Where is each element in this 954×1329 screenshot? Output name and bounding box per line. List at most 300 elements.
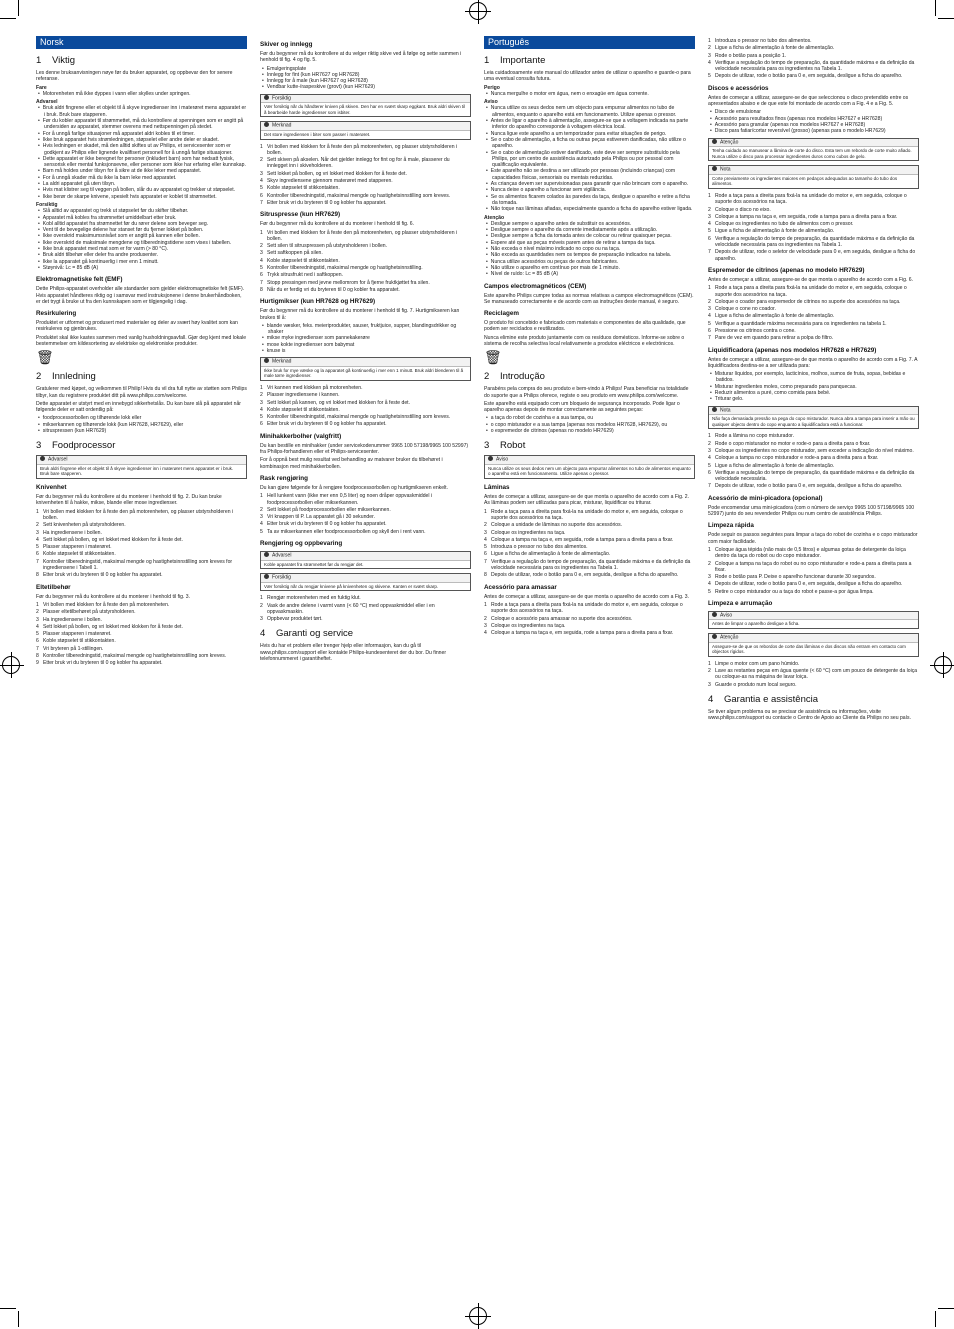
step-number: 5 — [36, 631, 39, 638]
step-number: 5 — [484, 544, 487, 551]
warning-icon — [712, 612, 717, 617]
subsection-title: Limpeza rápida — [708, 522, 754, 530]
step-text: Vri knappen til P. La apparatet gå i 30 sekunder. — [267, 514, 375, 521]
bullet-list — [36, 105, 247, 199]
step-number: 4 — [36, 623, 39, 630]
step-item — [260, 400, 471, 406]
step-number: 2 — [36, 522, 39, 529]
step-text: Sett knivenheten på utstyrsholderen. — [43, 522, 126, 529]
step-item — [36, 572, 247, 578]
step-text: Rode a lâmina no copo misturador. — [715, 433, 794, 440]
step-text: Vri bollen med klokken for å feste den på motorenheten, og plasser utstyrsholderen i bollen. — [43, 508, 234, 521]
step-item — [708, 53, 919, 59]
step-number: 5 — [708, 588, 711, 595]
list-item: • Acessório para resultados finos (apenas nos modelos HR7627 e HR7628) — [716, 116, 919, 122]
step-text: Koble støpselet til stikkontakten. — [267, 406, 340, 413]
list-item: • Ikke bruk apparatet hvis strømledningen, støpselet eller andre deler er skadet. — [44, 137, 247, 143]
step-text: Etter bruk vri du bryteren til 0 og kobler fra apparatet. — [43, 660, 163, 667]
step-text: Kontroller tilberedningstid, maksimal mengde og hastighetsinnstilling som kreves. — [267, 192, 451, 199]
label-heading: Aviso — [484, 99, 498, 106]
registration-mark-right — [934, 656, 952, 674]
step-item — [484, 572, 695, 578]
subsection-title: Hurtigmikser (kun HR7628 og HR7629) — [260, 298, 376, 306]
step-item — [36, 609, 247, 615]
subsection-title: Acessório para amassar — [484, 583, 557, 591]
list-item: • Barn må holdes under tilsyn for å sikre at de ikke leker med apparatet. — [44, 168, 247, 174]
step-number: 4 — [260, 521, 263, 528]
step-item — [708, 38, 919, 44]
step-item — [708, 60, 919, 73]
step-text: Rode a taça para a direita para fixá-la na unidade do motor e, em seguida, coloque o suporte dos acessórios na taça. — [715, 192, 907, 206]
notice-box — [260, 573, 471, 591]
list-item: • Nunca deixe o aparelho a funcionar sem vigilância. — [492, 187, 695, 193]
step-item — [708, 547, 919, 560]
step-item — [708, 682, 919, 688]
notice-title: Merknad — [272, 122, 292, 129]
step-item — [260, 185, 471, 191]
subsection-title: Limpeza e arrumação — [708, 599, 773, 607]
notice-body: Corte previamente os ingredientes maiores em pedaços adequados ao tamanho do tubo dos alimentos. — [712, 175, 898, 187]
section-heading — [484, 440, 695, 452]
section-number: 4 — [260, 628, 266, 640]
step-number: 5 — [708, 228, 711, 235]
step-text: Vri bollen med klokken for å feste den på motorenheten, og plasser utstyrsholderen i bollen. — [267, 229, 458, 242]
step-text: Plasser ingrediensene i kannen. — [267, 392, 340, 399]
step-text: Ligue a ficha de alimentação à fonte de alimentação. — [715, 313, 835, 320]
section-title: Importante — [500, 55, 546, 66]
crop-mark — [18, 0, 19, 16]
list-item: • Espere até que as peças móveis parem antes de retirar a tampa da taça. — [492, 240, 695, 246]
list-item: • La aldri apparatet gå uten tilsyn. — [44, 181, 247, 187]
list-item: • sitruspressen (kun HR7629) — [44, 428, 247, 434]
recycle-bin-icon: 🗑 — [484, 349, 502, 366]
step-item — [260, 514, 471, 520]
step-item — [36, 522, 247, 528]
step-text: Verifique a regulação do tempo de preparação, da quantidade máxima e da definição da velocidade necessária. — [715, 469, 915, 483]
warning-icon — [712, 139, 717, 144]
notice-title: Forsiktig — [272, 574, 291, 581]
step-text: Plasser eltetilbehøret på utstyrsholderen. — [43, 609, 136, 616]
step-number: 3 — [36, 529, 39, 536]
step-item — [708, 463, 919, 469]
step-text: Rengjør motorenheten med en fuktig klut. — [267, 595, 361, 602]
list-item: • Desligue sempre a ficha da tomada antes de colocar ou retirar quaisquer peças. — [492, 233, 695, 239]
list-item: • Hvis mat klistrer seg til veggen på bollen, slår du av apparatet og trekker ut støpselet. — [44, 187, 247, 193]
step-text: Coloque o disco no eixo. — [715, 206, 771, 213]
step-item — [708, 668, 919, 681]
paragraph: Du kan gjøre følgende for å rengjøre foodprocessorbollen og hurtigmikseren enkelt. — [260, 484, 449, 491]
step-item — [260, 178, 471, 184]
list-item: • Ikke overskrid maksimumsnivået som er angitt på kannen eller bollen. — [44, 233, 247, 239]
step-number: 3 — [260, 170, 263, 177]
step-number: 3 — [260, 616, 263, 623]
step-text: Rode o botão para a posição 1. — [715, 52, 787, 59]
step-text: Pare de vez em quando para retirar a polpa do filtro. — [715, 335, 834, 342]
step-item — [708, 236, 919, 249]
paragraph: Dette apparatet er utstyrt med en innebygd sikkerhetslås. Du kan bare slå på apparatet når følgende deler er satt ordentlig på: — [36, 400, 241, 414]
step-text: Ligue a ficha de alimentação à fonte de alimentação. — [715, 45, 835, 52]
step-number: 1 — [260, 384, 263, 391]
paragraph: Les denne bruksanvisningen nøye før du bruker apparatet, og oppbevar den for senere referanse. — [36, 70, 233, 83]
list-item: • a taça do robot de cozinha e a sua tampa, ou — [492, 415, 695, 421]
list-item: • Não exceda o nível máximo indicado no copo ou na taça. — [492, 246, 695, 252]
step-list — [708, 38, 919, 80]
list-item: • Antes de ligar o aparelho à alimentação, assegure-se que a voltagem indicada na parte inferior do aparelho corresponde à voltagem eléctrica local. — [492, 118, 695, 131]
step-item — [484, 559, 695, 572]
step-text: Coloque os ingredientes no copo misturador, sem exceder a indicação do nível máximo. — [715, 447, 914, 454]
step-number: 1 — [708, 433, 711, 440]
paragraph: Leia cuidadosamente este manual do utilizador antes de utilizar o aparelho e guarde-o para uma eventual consulta futura. — [484, 70, 691, 83]
list-item: • knuse is — [268, 348, 471, 354]
step-text: Skyv ingrediensene gjennom materøret med stapperen. — [267, 178, 393, 185]
step-list — [484, 602, 695, 636]
subsection-title: Liquidificadora (apenas nos modelos HR7628 e HR7629) — [708, 346, 877, 354]
notice-box — [260, 121, 471, 139]
step-text: Koble støpselet til stikkontakten. — [43, 638, 116, 645]
step-item — [708, 661, 919, 667]
step-item — [708, 581, 919, 587]
warning-icon — [488, 456, 493, 461]
notice-box — [36, 455, 247, 479]
paragraph: Før du begynner må du kontrollere at du monterer i henhold til fig. 2. Du kan bruke knivenheten til å hakke, mikse, blande eller mose ingredienser. — [36, 494, 222, 507]
paragraph: Se tiver algum problema ou se precisar de assistência ou informações, visite www.philips.com/support ou contacte o Centro de Apoio ao Cliente da Philips no seu país. — [708, 708, 912, 722]
subsection-title: Espremedor de citrinos (apenas no modelo HR7629) — [708, 266, 865, 274]
step-item — [484, 616, 695, 622]
list-item: • Se o cabo de alimentação estiver danificado, este deve ser sempre substituído pela Philips, por um centro de assistência autorizado pela Philips ou por pessoal com qualificação equivalente. — [492, 150, 695, 169]
step-text: Verifique a regulação do tempo de preparação, da quantidade máxima e da definição da velocidade necessária para os ingredientes na Tabela 1. — [491, 558, 691, 572]
step-text: Coloque a tampa na taça e, em seguida, rode a tampa para a direita para a fixar. — [491, 630, 674, 637]
step-list — [36, 602, 247, 667]
step-text: Etter bruk vri du bryteren til 0 og kobler fra apparatet. — [267, 521, 387, 528]
step-item — [708, 299, 919, 305]
step-item — [260, 407, 471, 413]
crop-mark — [935, 1311, 936, 1327]
section-heading — [484, 55, 695, 67]
crop-mark — [938, 1308, 954, 1309]
paragraph: Før du begynner må du kontrollere at du monterer i henhold til fig. 7. Hurtigmikseren kan brukes til å: — [260, 308, 460, 321]
step-text: Rode a taça para a direita para fixá-la na unidade do motor e, em seguida, coloque o suporte dos acessórios na taça. — [715, 285, 907, 298]
notice-title: Aviso — [496, 456, 509, 463]
label-heading: Advarsel — [36, 99, 58, 106]
step-number: 3 — [36, 616, 39, 623]
step-number: 1 — [708, 546, 711, 553]
notice-body: Vær forsiktig når du rengjør knivene på knivenheten og skivene. Kanten er svært skarp. — [264, 583, 439, 589]
step-text: Ligue a ficha de alimentação à fonte de alimentação. — [715, 462, 835, 469]
step-number: 6 — [260, 421, 263, 428]
step-item — [484, 551, 695, 557]
section-heading — [708, 694, 919, 706]
step-item — [484, 623, 695, 629]
step-number: 2 — [708, 45, 711, 52]
step-number: 1 — [708, 660, 711, 667]
step-item — [260, 421, 471, 427]
step-text: Koble støpselet til stikkontakten. — [267, 185, 340, 192]
step-text: Når du er ferdig vri du bryteren til 0 og kobler fra apparatet. — [267, 286, 400, 293]
warning-icon — [264, 574, 269, 579]
section-heading — [36, 440, 247, 452]
step-item — [260, 529, 471, 535]
step-list — [260, 595, 471, 622]
subsection-title: Discos e acessórios — [708, 84, 769, 92]
notice-title: Nota — [720, 407, 731, 414]
notice-title: Aviso — [720, 612, 733, 619]
notice-box — [260, 357, 471, 381]
step-item — [260, 280, 471, 286]
step-number: 7 — [260, 279, 263, 286]
step-item — [260, 243, 471, 249]
list-item: • Acessório para granular (apenas nos modelos HR7627 e HR7628) — [716, 122, 919, 128]
step-text: Kontroller tilberedningstid, maksimal mengde og hastighetsinnstilling. — [267, 265, 423, 272]
list-item: • Slå alltid av apparatet og trekk ut støpselet før du skifter tilbehør. — [44, 208, 247, 214]
step-text: Sett saftkoppen på silen. — [267, 250, 323, 257]
step-number: 3 — [484, 529, 487, 536]
step-text: Kontroller tilberedningstid, maksimal mengde og hastighetsinnstilling som kreves. — [267, 414, 451, 421]
subsection-title: Lâminas — [484, 484, 510, 492]
notice-body: Bruk aldri fingrene eller et objekt til å skyve ingredienser inn i materøret mens apparatet er i bruk. Bruk bare stapperen. — [40, 465, 234, 477]
step-list — [260, 144, 471, 207]
step-list — [36, 509, 247, 579]
step-list — [708, 433, 919, 489]
list-item: • Ikke bruk apparatet med mat som er for varm (> 80 °C). — [44, 246, 247, 252]
subsection-title: Reciclagem — [484, 310, 520, 318]
step-number: 6 — [708, 469, 711, 476]
crop-mark — [0, 1308, 16, 1309]
section-number: 3 — [484, 440, 490, 452]
notice-header — [261, 552, 470, 561]
step-text: Pressione os citrinos contra o cone. — [715, 327, 796, 334]
step-text: Lave as restantes peças em água quente (< 60 °C) com um pouco de detergente da loiça ou coloque-as na máquina de lavar loiça. — [715, 668, 918, 681]
paragraph: Parabéns pela compra do seu produto e bem-vindo à Philips! Para beneficiar na totalidade do suporte que a Philips oferece, registe o seu produto em www.philips.com/welcome. — [484, 386, 689, 399]
list-item: • Emulgeringsplate — [268, 66, 471, 72]
step-item — [36, 559, 247, 572]
notice-header — [485, 456, 694, 465]
step-text: Coloque a tampa na taça do robot ou no copo misturador e rode-a para a direita para a fixar. — [715, 560, 912, 573]
notice-box — [260, 551, 471, 569]
notice-body: Nunca utilize os seus dedos nem um objecto para empurrar alimentos no tubo de alimentos enquanto o aparelho está em funcionamento. Utilize apenas o pressor. — [488, 465, 691, 477]
step-item — [708, 73, 919, 79]
notice-header — [709, 634, 918, 643]
step-item — [260, 616, 471, 622]
step-number: 2 — [260, 243, 263, 250]
section-title: Garanti og service — [276, 628, 354, 640]
list-item: • Motorenheten må ikke dyppes i vann eller skylles under springen. — [44, 91, 247, 97]
step-text: Introduza o pressor no tubo dos alimentos. — [715, 38, 812, 44]
list-item: • blande væsker, feks. meieriprodukter, sauser, fruktjuice, supper, blandingsdrikker og shaker — [268, 323, 471, 336]
registration-mark-left — [2, 656, 20, 674]
step-text: Coloque os ingredientes na taça. — [491, 622, 566, 629]
step-number: 6 — [484, 551, 487, 558]
step-text: Rode a taça para a direita para fixá-la na unidade do motor e, em seguida, coloque o suporte dos acessórios na taça. — [491, 601, 683, 615]
notice-title: Atenção — [720, 139, 739, 146]
list-item: • Misturar líquidos, por exemplo, lacticínios, molhos, sumos de fruta, sopas, bebidas e batidos. — [716, 371, 919, 384]
list-item: • For å unngå skader må du ikke la barn leke med apparatet. — [44, 175, 247, 181]
step-number: 8 — [36, 572, 39, 579]
step-list — [260, 385, 471, 428]
warning-icon — [40, 456, 45, 461]
step-number: 5 — [708, 73, 711, 80]
label-heading: Atenção — [484, 214, 505, 221]
column-norsk-1 — [36, 36, 247, 1303]
step-number: 1 — [36, 508, 39, 515]
step-item — [708, 228, 919, 234]
step-text: Ha ingrediensene i bollen. — [43, 529, 102, 536]
paragraph: Antes de começar a utilizar, assegure-se de que monta o aparelho de acordo com a Fig. 6. — [708, 276, 913, 283]
step-text: Depois de utilizar, rode o botão para 0 e, em seguida, desligue a ficha do aparelho. — [715, 581, 903, 588]
step-text: Coloque a tampa na taça e, em seguida, rode a tampa para a direita para a fixar. — [715, 213, 898, 220]
step-text: Kontroller tilberedningstid, maksimal mengde og hastighetsinnstilling som kreves. — [43, 652, 227, 659]
warning-icon — [264, 358, 269, 363]
step-text: Koble støpselet til stikkontakten. — [43, 551, 116, 558]
step-text: Limpe o motor com um pano húmido. — [715, 660, 800, 667]
paragraph: Este aparelho Philips cumpre todas as normas relativas a campos electromagnéticos (CEM). Se manuseado correctamente e de acordo com as instruções deste manual, é seguro. — [484, 292, 694, 305]
step-number: 6 — [708, 235, 711, 242]
notice-title: Atenção — [720, 634, 739, 641]
notice-box — [708, 611, 919, 629]
step-number: 7 — [708, 335, 711, 342]
step-item — [484, 537, 695, 543]
step-item — [484, 522, 695, 528]
step-number: 3 — [260, 250, 263, 257]
step-number: 1 — [260, 595, 263, 602]
step-item — [260, 258, 471, 264]
notice-header — [37, 456, 246, 465]
step-item — [484, 509, 695, 522]
section-number: 1 — [36, 55, 42, 66]
section-title: Innledning — [52, 371, 96, 383]
step-text: Depois de utilizar, rode o botão para 0 e, em seguida, desligue a ficha do aparelho. — [715, 73, 903, 80]
step-item — [260, 507, 471, 513]
notice-title: Forsiktig — [272, 95, 291, 102]
step-number: 2 — [484, 522, 487, 529]
step-item — [36, 551, 247, 557]
notice-header — [709, 166, 918, 175]
step-item — [260, 521, 471, 527]
step-item — [36, 638, 247, 644]
bullet-list — [708, 371, 919, 402]
step-item — [708, 335, 919, 341]
step-number: 5 — [36, 544, 39, 551]
notice-box — [708, 406, 919, 430]
list-item: • Bruk aldri tilbehør eller deler fra andre produsenter. — [44, 252, 247, 258]
step-text: Verifique a regulação do tempo de preparação, da quantidade máxima e da definição da velocidade necessária para os ingredientes na Tabela 1. — [715, 235, 915, 249]
section-title: Viktig — [52, 55, 76, 66]
step-list — [708, 193, 919, 262]
step-number: 1 — [36, 601, 39, 608]
step-text: Sett lokket på bollen, og vri lokket med klokken for å feste det. — [43, 536, 183, 543]
step-item — [708, 214, 919, 220]
section-heading — [36, 371, 247, 383]
step-text: Coloque o coador para espremedor de citrinos no suporte dos acessórios na taça. — [715, 298, 901, 305]
step-item — [260, 392, 471, 398]
section-number: 3 — [36, 440, 42, 452]
step-text: Sett lokket på kannen, og vri lokket med klokken for å feste det. — [267, 399, 410, 406]
notice-body: Vær forsiktig når du håndterer kniven på skiven. Den har en svært skarp eggkant. Bruk aldri skiven til å bearbeide harde ingredienser som isbiter. — [264, 104, 466, 115]
step-text: Kontroller tilberedningstid, maksimal mengde og hastighetsinnstilling som kreves for ingrediensene i Tabell 1. — [43, 558, 233, 572]
notice-header — [261, 358, 470, 367]
step-text: Coloque a unidade de lâminas no suporte dos acessórios. — [491, 522, 623, 529]
list-item: • For å unngå farlige situasjoner må apparatet aldri kobles til et timer. — [44, 131, 247, 137]
step-text: Etter bruk vri du bryteren til 0 og kobler fra apparatet. — [43, 572, 163, 579]
subsection-title: Minihakkerbolher (valgfritt) — [260, 432, 342, 440]
list-item: • Dette apparatet er ikke beregnet for personer (inkludert barn) som har nedsatt fysisk, sensorisk eller mental funksjonsevne, eller personer som ikke har erfaring eller kunnskap. — [44, 156, 247, 169]
step-text: Koble støpselet til stikkontakten. — [267, 257, 340, 264]
step-item — [708, 285, 919, 298]
column-portugues-1 — [484, 36, 695, 1303]
step-number: 2 — [484, 615, 487, 622]
step-text: Sett lokket på bollen, og vri lokket med klokken for å feste det. — [43, 623, 183, 630]
step-number: 1 — [484, 508, 487, 515]
step-text: Ligue a ficha de alimentação à fonte de alimentação. — [491, 551, 611, 558]
step-text: Ligue a ficha de alimentação à fonte de alimentação. — [715, 228, 835, 235]
step-text: Rode o copo misturador no motor e rode-o para a direita para o fixar. — [715, 440, 871, 447]
step-text: Depois de utilizar, rode o botão para 0 e, em seguida, desligue a ficha do aparelho. — [491, 572, 679, 579]
step-number: 8 — [484, 572, 487, 579]
step-text: Coloque os ingredientes na taça. — [491, 529, 566, 536]
step-item — [36, 602, 247, 608]
list-item: • Før du kobler apparatet til strømmettet, må du kontrollere at spenningen som er angitt på undersiden av apparatet, stemmer overens med nettspenningen på stedet. — [44, 118, 247, 131]
step-item — [36, 631, 247, 637]
step-text: Vask de andre delene i varmt vann (< 60 °C) med oppvaskmiddel eller i en oppvaskmaskin. — [267, 602, 435, 615]
section-title: Robot — [500, 440, 526, 452]
step-number: 6 — [708, 327, 711, 334]
list-item: • Ikke overskrid de maksimale mengdene og tilberedningstidene som vises i tabellen. — [44, 240, 247, 246]
step-text: Vri bryteren på 1-stillingen. — [43, 645, 104, 652]
step-number: 1 — [708, 285, 711, 292]
step-number: 7 — [36, 645, 39, 652]
bullet-list — [484, 105, 695, 212]
warning-icon — [264, 122, 269, 127]
step-text: Sett lokket på bollen, og vri lokket med klokken for å feste det. — [267, 170, 407, 177]
step-text: Coloque a tampa no copo misturador e rode-a para a direita para a fixar. — [715, 455, 879, 462]
step-number: 1 — [260, 493, 263, 500]
paragraph: Este aparelho está equipado com um bloqueio de segurança incorporado. Pode ligar o aparelho apenas depois de montar correctamente as seguintes peças: — [484, 400, 680, 414]
notice-header — [261, 574, 470, 583]
step-item — [708, 45, 919, 51]
step-item — [484, 630, 695, 636]
step-item — [484, 602, 695, 615]
step-number: 7 — [708, 483, 711, 490]
list-item: • Se o cabo de alimentação, a ficha ou outras peças estiverem danificadas, não utilize o aparelho. — [492, 137, 695, 150]
list-item: • Ikke berør de skarpe knivene, spesielt hvis apparatet er koblet til strømnettet. — [44, 194, 247, 200]
list-item: • o espremedor de citrinos (apenas no modelo HR7629) — [492, 428, 695, 434]
step-number: 2 — [36, 609, 39, 616]
list-item: • Misturar ingredientes moles, como preparado para panquecas. — [716, 384, 919, 390]
section-number: 2 — [484, 371, 490, 383]
step-number: 7 — [708, 249, 711, 256]
step-text: Coloque os ingredientes no tubo de alimentos com o pressor. — [715, 221, 854, 228]
step-text: Plasser stapperen i materøret. — [43, 544, 112, 551]
step-list — [708, 661, 919, 688]
step-item — [708, 589, 919, 595]
warning-icon — [264, 95, 269, 100]
list-item: • Bruk aldri fingrene eller et objekt til å skyve ingredienser inn i materøret mens apparatet er i bruk. Bruk bare stapperen. — [44, 105, 247, 118]
step-item — [36, 624, 247, 630]
subsection-title: Eltetilbehør — [36, 583, 71, 591]
step-number: 5 — [260, 185, 263, 192]
step-item — [36, 509, 247, 522]
paragraph: Pode encomendar uma mini-picadora (com o número de serviço 9965 100 57198/9965 100 52997) junto do seu revendedor Philips ou num centro de assistência Philips. — [708, 504, 915, 518]
step-number: 8 — [36, 652, 39, 659]
subsection-title: Sitruspresse (kun HR7629) — [260, 211, 341, 219]
step-text: Stopp pressingen med jevne mellomrom for å fjerne fruktkjøttet fra silen. — [267, 279, 430, 286]
step-item — [708, 221, 919, 227]
bullet-list — [260, 323, 471, 354]
column-portugues-2 — [708, 36, 919, 1303]
subsection-title: Knivenhet — [36, 484, 67, 492]
step-text: Vri kannen med klokken på motorenheten. — [267, 384, 363, 391]
list-item: • Triturar gelo. — [716, 396, 919, 402]
subsection-title: Campos electromagnéticos (CEM) — [484, 282, 587, 290]
